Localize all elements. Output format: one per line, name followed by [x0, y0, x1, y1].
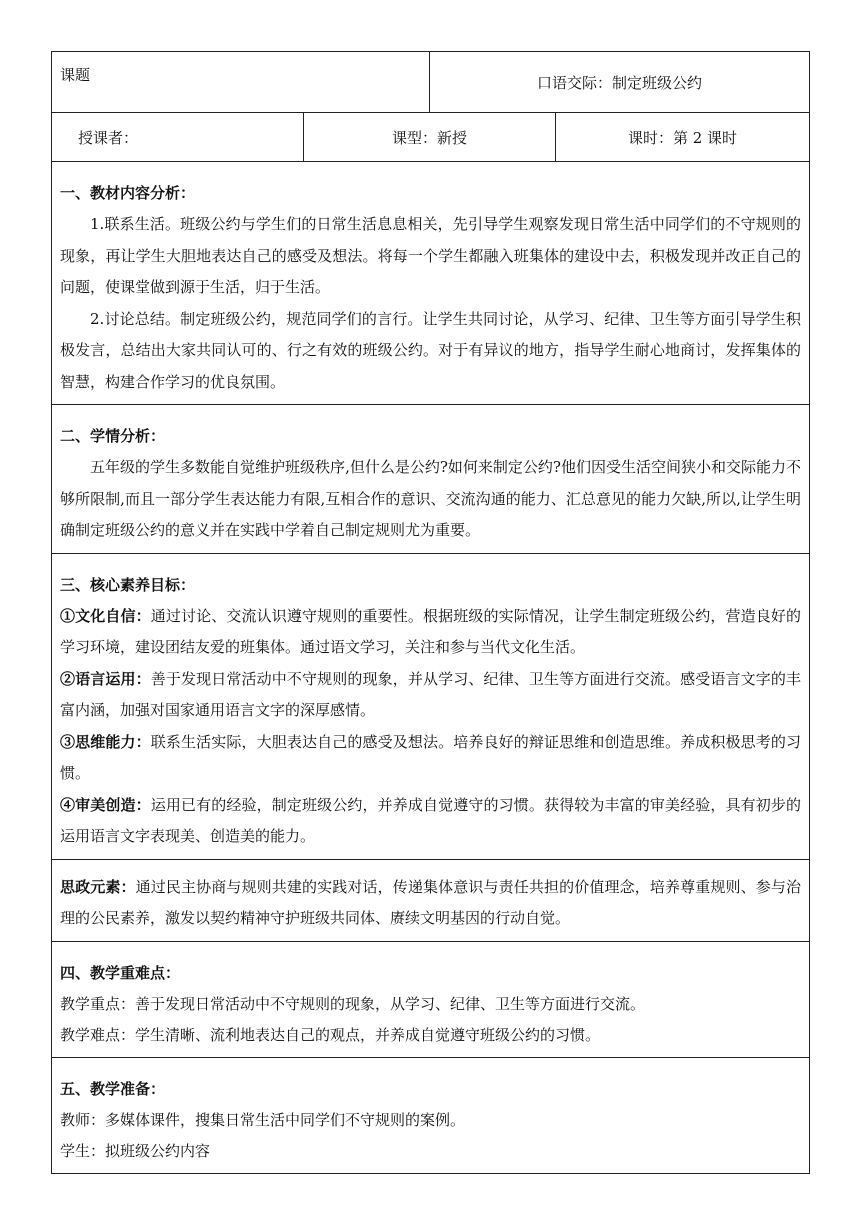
ideology-paragraph — [60, 872, 801, 935]
lesson-plan-table — [51, 51, 810, 1174]
section-title: 二、学情分析： — [60, 427, 166, 445]
ideology-label: 思政元素： — [60, 877, 136, 896]
section-teaching-preparation — [52, 1057, 810, 1173]
topic-value: 口语交际：制定班级公约 — [430, 52, 810, 113]
section-core-goals — [52, 553, 810, 859]
goal-item — [60, 664, 801, 727]
paragraph: 五年级的学生多数能自觉维护班级秩序,但什么是公约?如何来制定公约?他们因受生活空间狭小和交际能力不够所限制,而且一部分学生表达能力有限,互相合作的意识、交流沟通的能力、汇总意见的能力欠缺,所以,让学生明确制定班级公约的意义并在实践中学着自己制定规则尤为重要。 — [60, 458, 802, 539]
difficult-point: 教学难点：学生清晰、流利地表达自己的观点，并养成自觉遵守班级公约的习惯。 — [60, 1025, 601, 1044]
goal-label: ②语言运用： — [60, 669, 151, 688]
goal-item — [60, 727, 801, 790]
goal-text: 运用已有的经验，制定班级公约，并养成自觉遵守的习惯。获得较为丰富的审美经验，具有初步的运用语言文字表现美、创造美的能力。 — [60, 795, 802, 845]
paragraph: 1.联系生活。班级公约与学生们的日常生活息息相关，先引导学生观察发现日常生活中同学们的不守规则的现象，再让学生大胆地表达自己的感受及想法。将每一个学生都融入班集体的建设中去，积极发现并改正自己的问题，使课堂做到源于生活，归于生活。 — [60, 215, 802, 296]
goal-label: ①文化自信： — [60, 606, 151, 625]
topic-row — [52, 52, 810, 113]
section-ideology-elements — [52, 859, 810, 941]
info-row — [52, 113, 810, 162]
teacher-label: 授课者： — [52, 113, 304, 162]
goal-item — [60, 790, 801, 853]
topic-label: 课题 — [52, 52, 430, 113]
student-preparation: 学生：拟班级公约内容 — [60, 1141, 211, 1160]
section-title: 四、教学重难点： — [60, 963, 181, 982]
section-title: 三、核心素养目标： — [60, 575, 196, 594]
section-student-analysis — [52, 405, 810, 554]
goal-label: ④审美创造： — [60, 795, 151, 814]
goal-text: 善于发现日常活动中不守规则的现象，并从学习、纪律、卫生等方面进行交流。感受语言文字的丰富内涵，加强对国家通用语言文字的深厚感情。 — [60, 669, 802, 719]
ideology-text: 通过民主协商与规则共建的实践对话，传递集体意识与责任共担的价值理念，培养尊重规则、参与治理的公民素养，激发以契约精神守护班级共同体、赓续文明基因的行动自觉。 — [60, 877, 802, 927]
section-material-analysis — [52, 162, 810, 405]
section-title: 一、教材内容分析： — [60, 184, 196, 202]
key-point: 教学重点：善于发现日常活动中不守规则的现象，从学习、纪律、卫生等方面进行交流。 — [60, 994, 646, 1013]
lesson-period: 课时：第 2 课时 — [556, 113, 810, 162]
section-title: 五、教学准备： — [60, 1079, 166, 1098]
section-key-difficult-points — [52, 941, 810, 1057]
goal-label: ③思维能力： — [60, 732, 151, 751]
goal-text: 通过讨论、交流认识遵守规则的重要性。根据班级的实际情况，让学生制定班级公约，营造良好的学习环境，建设团结友爱的班集体。通过语文学习，关注和参与当代文化生活。 — [60, 606, 802, 656]
goal-text: 联系生活实际，大胆表达自己的感受及想法。培养良好的辩证思维和创造思维。养成积极思考的习惯。 — [60, 732, 802, 782]
lesson-plan-document — [51, 51, 809, 1174]
goal-item — [60, 601, 801, 664]
paragraph: 2.讨论总结。制定班级公约，规范同学们的言行。让学生共同讨论，从学习、纪律、卫生等方面引导学生积极发言，总结出大家共同认可的、行之有效的班级公约。对于有异议的地方，指导学生耐心地商讨，发挥集体的智慧，构建合作学习的优良氛围。 — [60, 309, 802, 391]
lesson-type: 课型：新授 — [304, 113, 556, 162]
teacher-preparation: 教师：多媒体课件，搜集日常生活中同学们不守规则的案例。 — [60, 1110, 466, 1129]
